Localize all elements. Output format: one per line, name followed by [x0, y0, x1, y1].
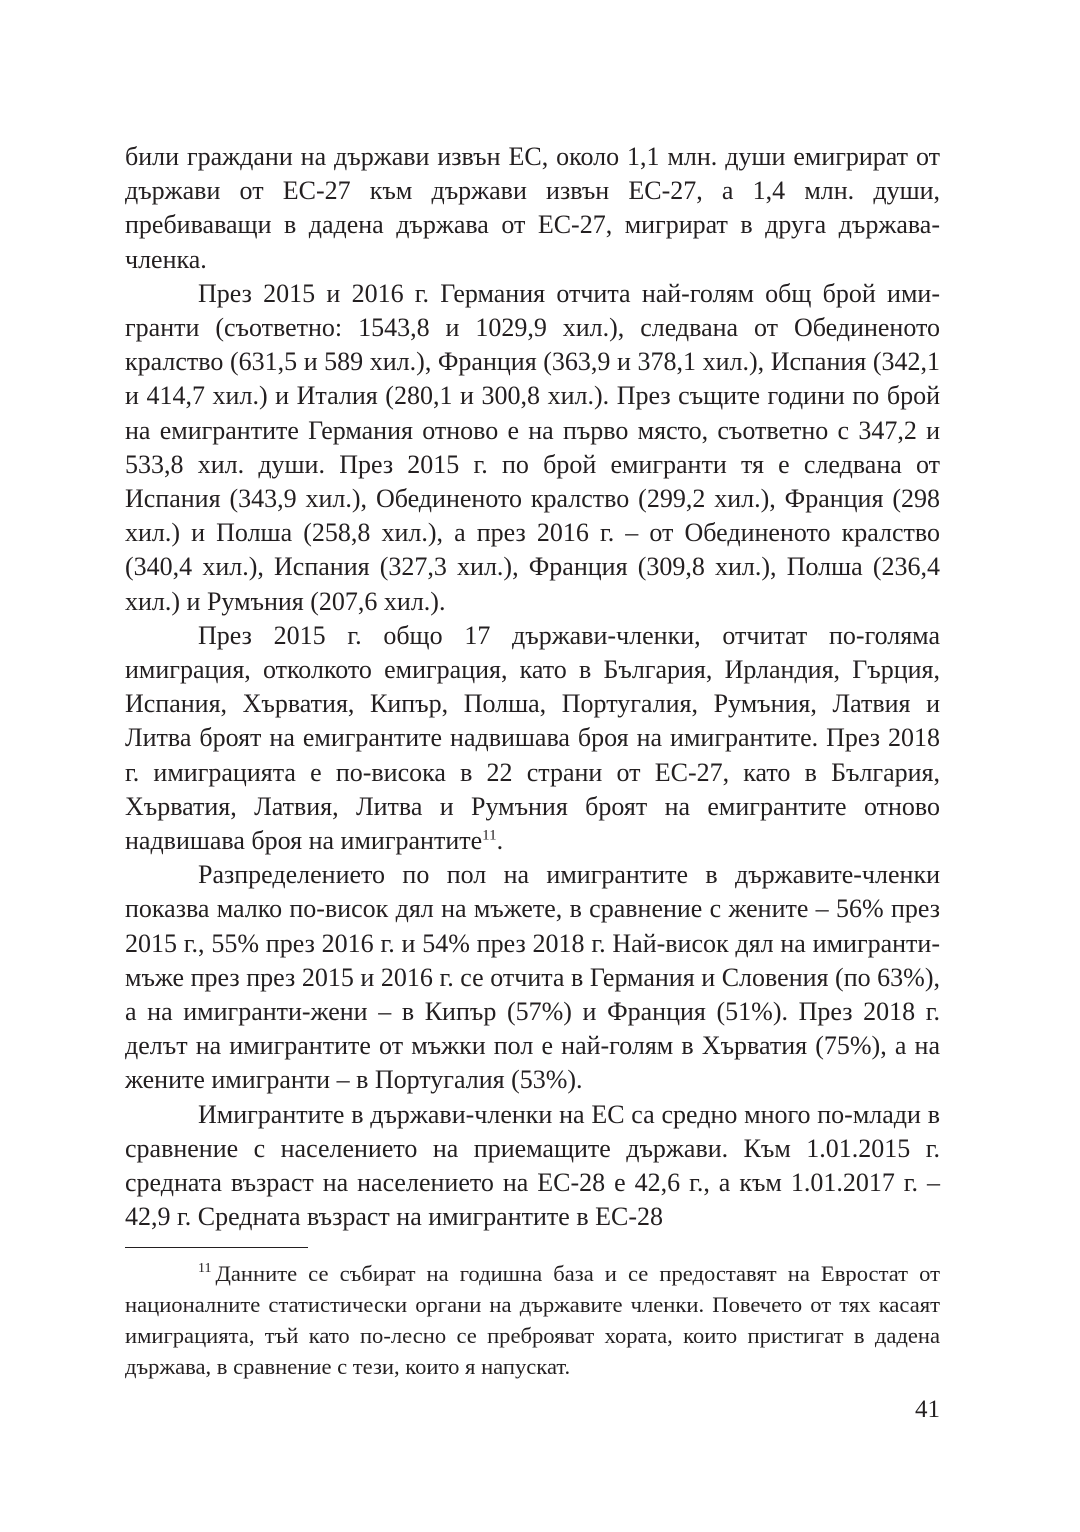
page-number: 41 [915, 1396, 940, 1423]
paragraph-4: Разпределението по пол на имигрантите в държавите-членки показва малко по-висок дял на мъжете, в сравнение с жените – 56% през 2015 г., 55% през 2016 г. и 54% през 2018 г. Най-висок дял на имигранти-мъже през през 2015 и 2016 г. се отчита в Германия и Словения (по 63%), а на имигранти-жени – в Кипър (57%) и Франция (51%). През 2018 г. делът на имигрантите от мъжки пол е най-голям в Хърватия (75%), а на жените имигранти – в Португалия (53%). [125, 860, 940, 1095]
footnote-text: Данните се събират на годишна база и се предоставят на Евростат от националните статистически органи на държавите членки. Повечето от тях касаят имиграцията, тъй като по-лесно се преброяват хората, които пристигат в дадена държава, в сравнение с тези, които я напускат. [125, 1261, 940, 1379]
paragraph-1: били граждани на държави извън ЕС, около 1,1 млн. души емигрират от държави от ЕС-27 към държави извън ЕС-27, а 1,4 млн. души, пребиваващи в дадена държава от ЕС-27, мигрират в друга държава-членка. [125, 142, 940, 274]
paragraph-2: През 2015 и 2016 г. Германия отчита най-голям общ брой имигранти (съответно: 1543,8 и 1029,9 хил.), следвана от Обединеното кралство (631,5 и 589 хил.), Франция (363,9 и 378,1 хил.), Испания (342,1 и 414,7 хил.) и Италия (280,1 и 300,8 хил.). През същите години по брой на емигрантите Германия отново е на първо място, съответно с 347,2 и 533,8 хил. души. През 2015 г. по брой емигранти тя е следвана от Испания (343,9 хил.), Обединеното кралство (299,2 хил.), Франция (298 хил.) и Полша (258,8 хил.), а през 2016 г. – от Обединеното кралство (340,4 хил.), Испания (327,3 хил.), Франция (309,8 хил.), Полша (236,4 хил.) и Румъния (207,6 хил.). [125, 278, 940, 616]
paragraph-3 [125, 619, 940, 858]
footnote-number: 11 [198, 1261, 212, 1277]
paragraph-3-text: През 2015 г. общо 17 държави-членки, отчитат по-голяма имиграция, отколкото емиграция, като в България, Ирландия, Гърция, Испания, Хърватия, Кипър, Полша, Португалия, Румъния, Латвия и Литва броят на емигрантите надвишава броя на имигрантите. През 2018 г. имиграцията е по-висока в 22 страни от ЕС-27, като в България, Хърватия, Латвия, Литва и Румъния броят на емигрантите отново надвишава броя на имигрантите [125, 620, 940, 856]
footnote [125, 1258, 940, 1382]
footnote-reference[interactable]: 11 [482, 827, 497, 844]
paragraph-5: Имигрантите в държави-членки на ЕС са средно много по-млади в сравнение с населението на приемащите държави. Към 1.01.2015 г. средната възраст на населението на ЕС-28 е 42,6 г., а към 1.01.2017 г. – 42,9 г. Средната възраст на имигрантите в ЕС-28 [125, 1099, 940, 1232]
footnote-divider [125, 1247, 308, 1248]
paragraph-3-tail: . [496, 826, 504, 856]
page-body [125, 140, 940, 1235]
